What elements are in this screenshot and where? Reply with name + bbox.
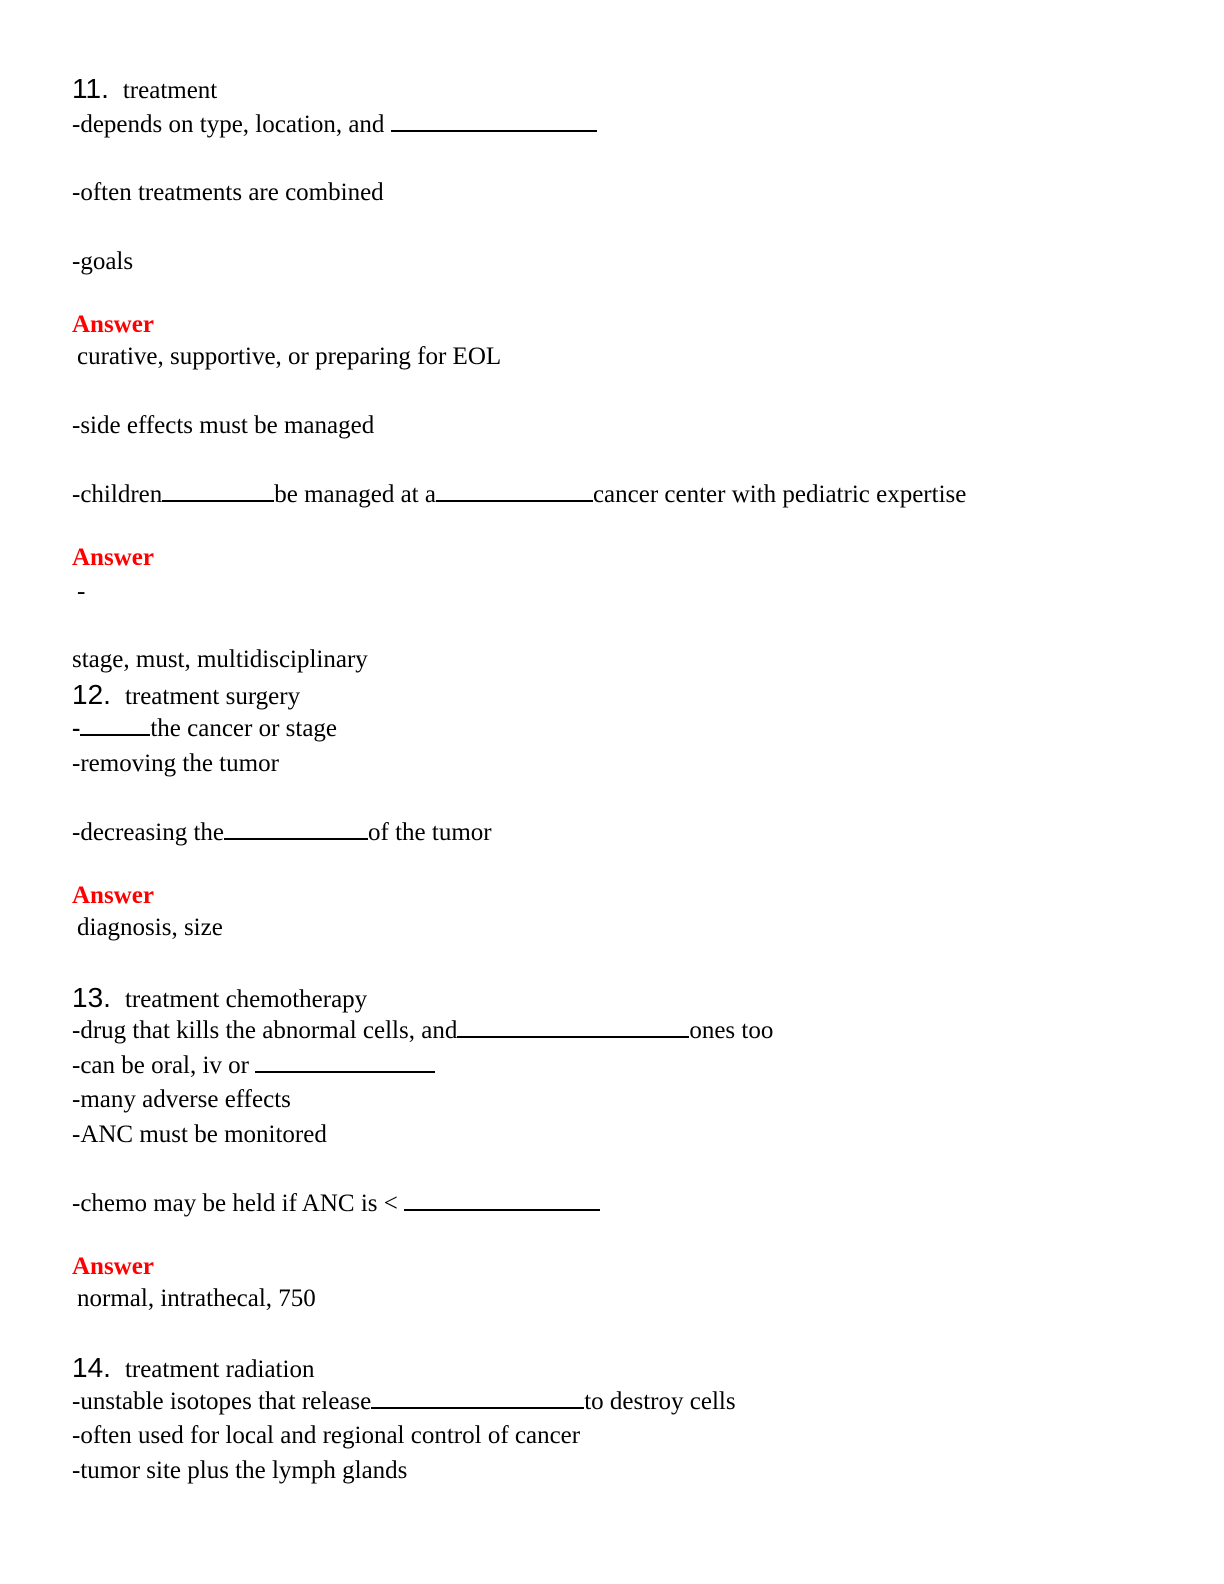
answer-label: Answer [72,311,154,338]
item-title: treatment radiation [124,1356,315,1383]
item-11-line-b: -often treatments are combined [72,179,384,206]
item-13-heading [72,983,367,1015]
item-11-line-d: -side effects must be managed [72,412,375,439]
line-text: -unstable isotopes that release [72,1388,372,1415]
item-13-line-d: -ANC must be monitored [72,1121,327,1148]
item-number: 11. [72,73,109,104]
item-13-line-b [72,1051,435,1081]
answer-label: Answer [72,1253,154,1280]
item-11-line-e [72,480,966,510]
line-text: cancer center with pediatric expertise [592,481,967,508]
line-dash: - [72,715,81,742]
item-title: treatment chemotherapy [124,986,368,1013]
fill-blank [162,480,274,502]
line-text: be managed at a [274,481,436,508]
fill-blank [371,1387,584,1409]
fill-blank [436,480,593,502]
item-12-line-c [72,818,492,848]
line-text: ones too [689,1017,774,1044]
item-14-line-c: -tumor site plus the lymph glands [72,1457,408,1484]
line-text: -chemo may be held if ANC is < [72,1190,398,1217]
item-14-heading [72,1353,314,1385]
item-12-heading [72,680,300,712]
item-14-line-b: -often used for local and regional control of cancer [72,1422,581,1449]
item-12-line-b: -removing the tumor [72,750,279,777]
answer-text: diagnosis, size [77,914,223,941]
line-text: -can be oral, iv or [72,1052,250,1079]
fill-blank [224,818,368,840]
item-13-line-c: -many adverse effects [72,1086,291,1113]
item-11-line-a [72,110,597,140]
item-title: treatment surgery [124,683,301,710]
line-text: -decreasing the [72,819,225,846]
answer-text: normal, intrathecal, 750 [77,1285,316,1312]
line-text: to destroy cells [584,1388,736,1415]
item-title: treatment [122,77,218,104]
item-14-line-a [72,1387,736,1417]
item-13-line-e [72,1189,600,1219]
item-12-line-a [72,714,337,744]
answer-dash: - [77,578,86,605]
line-text: of the tumor [368,819,492,846]
fill-blank [255,1051,435,1073]
item-11-heading [72,74,217,106]
line-text: the cancer or stage [150,715,338,742]
fill-blank [391,110,597,132]
fill-blank [457,1016,689,1038]
answer-label: Answer [72,544,154,571]
line-text: -depends on type, location, and [72,111,385,138]
item-number: 12. [72,679,111,710]
answer-label: Answer [72,882,154,909]
fill-blank [80,714,150,736]
answer-text: stage, must, multidisciplinary [72,646,368,673]
item-11-line-c: -goals [72,248,134,275]
line-text: -drug that kills the abnormal cells, and [72,1017,458,1044]
item-13-line-a [72,1016,773,1046]
answer-text: curative, supportive, or preparing for EOL [77,343,502,370]
item-number: 14. [72,1352,111,1383]
fill-blank [404,1189,600,1211]
item-number: 13. [72,982,111,1013]
line-text: -children [72,481,163,508]
